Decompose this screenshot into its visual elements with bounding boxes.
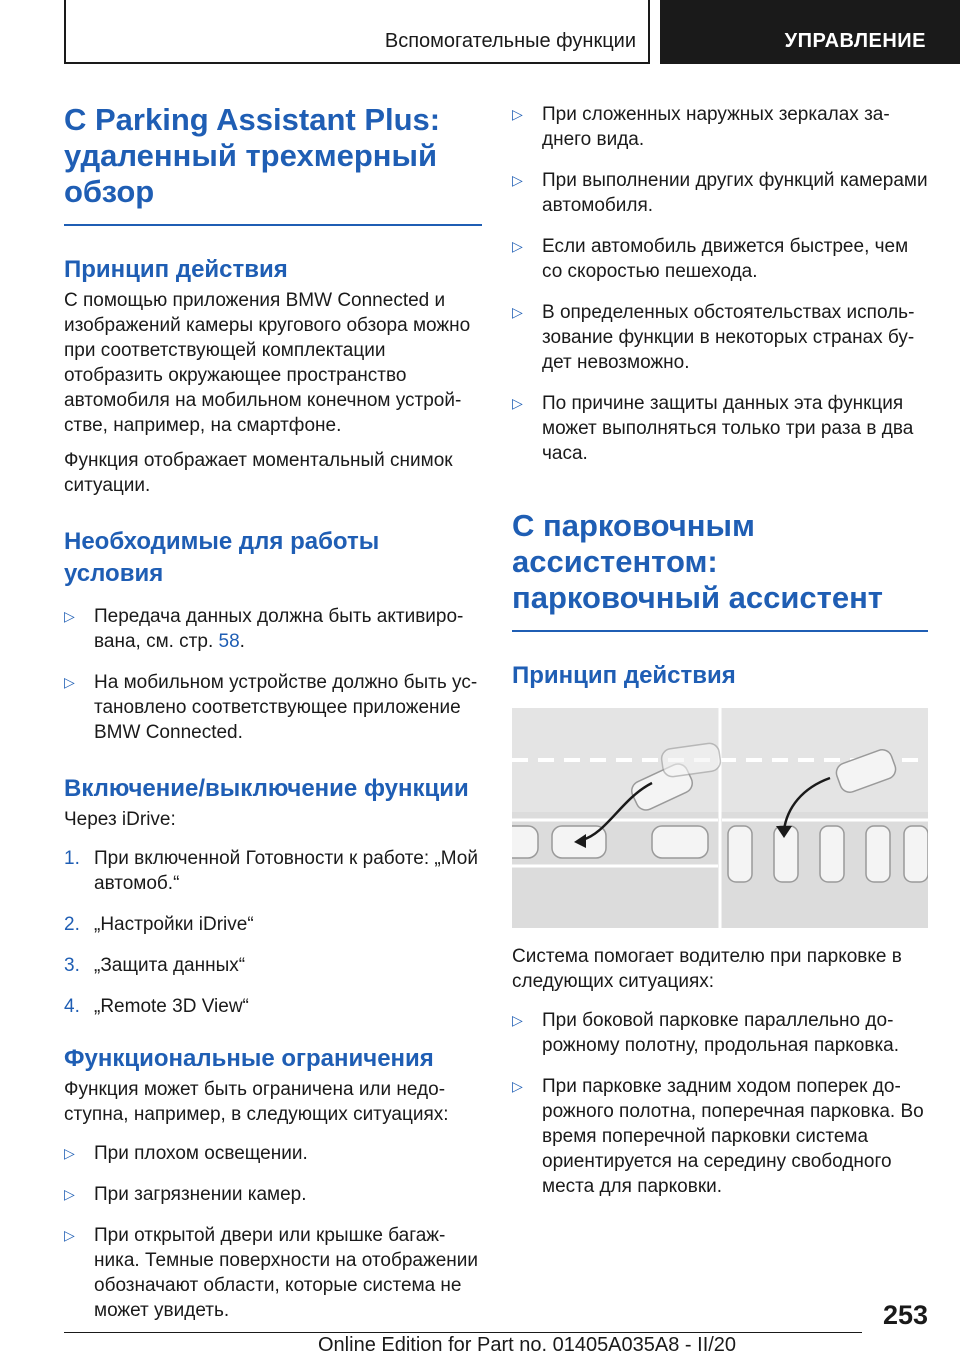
parking-illustration [512,708,928,928]
list-item-text: По причине защиты данных эта функция может выполняться только три раза в два часа. [542,393,914,464]
list-item-text: В определенных обстоятельствах использование функции в некоторых странах будет невозможно. [542,302,915,373]
limits-intro: Функция может быть ограничена или недоступна, например, в следующих ситуациях: [64,1079,449,1125]
list-item [512,1074,928,1199]
right-column [512,102,928,1199]
header-frame [64,0,650,64]
list-item [512,391,928,466]
triangle-right-icon: ▷ [512,238,523,254]
triangle-right-icon: ▷ [512,1078,523,1094]
page-link[interactable]: 58 [218,631,240,652]
header-chapter-title: УПРАВЛЕНИЕ [784,30,926,52]
footer-divider [64,1332,862,1333]
list-item [64,1182,482,1207]
step-number: 4. [64,996,80,1017]
list-item-text: На мобильном устройстве должно быть установлено соответствующее приложение BMW Connected. [94,672,478,743]
step-number: 3. [64,955,80,976]
list-item-text: Передача данных должна быть активирована, см. стр. [94,606,464,652]
triangle-right-icon: ▷ [64,608,75,624]
heading-requirements: Необходимые для работы условия [64,528,380,587]
triangle-right-icon: ▷ [512,395,523,411]
list-item-text: При открытой двери или крышке багажника. Темные поверхности на отображении обозначают области, которые система не может увидеть. [94,1225,478,1321]
heading-principle-2: Принцип действия [512,662,736,689]
step-text: „Remote 3D View“ [94,996,249,1017]
numbered-item [64,846,482,896]
triangle-right-icon: ▷ [64,1145,75,1161]
list-item-text: При загрязнении камер. [94,1184,307,1205]
left-column [64,102,482,1323]
numbered-item [64,953,482,978]
numbered-item [64,994,482,1019]
principle-paragraph-2: Функция отображает моментальный снимок ситуации. [64,450,453,496]
list-item [64,670,482,745]
footer-edition: Online Edition for Part no. 01405A035A8 - II/20 [318,1334,737,1356]
list-item-text: При боковой парковке параллельно дорожному полотну, продольная парковка. [542,1010,900,1056]
numbered-item [64,912,482,937]
header-section-title: Вспомогательные функции [384,30,636,52]
triangle-right-icon: ▷ [64,674,75,690]
list-item [64,604,482,654]
list-item-text: При сложенных наружных зеркалах заднего вида. [542,104,890,150]
parking-diagram-svg [512,708,928,928]
title-divider [64,224,482,226]
list-item [512,102,928,152]
list-item-text: При плохом освещении. [94,1143,308,1164]
triangle-right-icon: ▷ [512,106,523,122]
list-item-text: Если автомобиль движется быстрее, чем со скоростью пешехода. [542,236,909,282]
heading-activation: Включение/выключение функции [64,775,469,802]
page-number: 253 [882,1300,928,1330]
heading-limits: Функциональные ограничения [64,1045,434,1072]
triangle-right-icon: ▷ [64,1186,75,1202]
section-title-parking-assistant: С парковочным ассистентом: парковочный ассистент [512,508,883,615]
activation-intro: Через iDrive: [64,809,176,830]
step-text: При включенной Готовности к работе: „Мой автомоб.“ [94,848,478,894]
step-number: 2. [64,914,80,935]
title-divider [512,630,928,632]
list-item-text: При выполнении других функций камерами автомобиля. [542,170,928,216]
triangle-right-icon: ▷ [512,1012,523,1028]
section-title-remote-3d: С Parking Assistant Plus: удаленный трехмерный обзор [64,102,441,209]
list-item [512,168,928,218]
triangle-right-icon: ▷ [512,304,523,320]
principle-paragraph-1: С помощью приложения BMW Connected и изображений камеры кругового обзора можно при соответствующей комплектации отобразить окружающее пространство автомобиля на мобильном конечном устройстве, например, на смартфоне. [64,290,471,436]
list-item [512,300,928,375]
parking-intro: Система помогает водителю при парковке в следующих ситуациях: [512,946,902,992]
heading-principle: Принцип действия [64,256,288,283]
list-item-text-end: . [239,631,245,652]
triangle-right-icon: ▷ [512,172,523,188]
list-item [64,1141,482,1166]
step-text: „Защита данных“ [94,955,246,976]
header-chapter-tab [660,0,960,64]
list-item [512,1008,928,1058]
step-text: „Настройки iDrive“ [94,914,254,935]
triangle-right-icon: ▷ [64,1227,75,1243]
list-item-text: При парковке задним ходом поперек дорожного полотна, поперечная парковка. Во время поперечной парковки система ориентируется на середину свободного места для парковки. [542,1076,924,1197]
list-item [64,1223,482,1323]
step-number: 1. [64,848,80,869]
list-item [512,234,928,284]
